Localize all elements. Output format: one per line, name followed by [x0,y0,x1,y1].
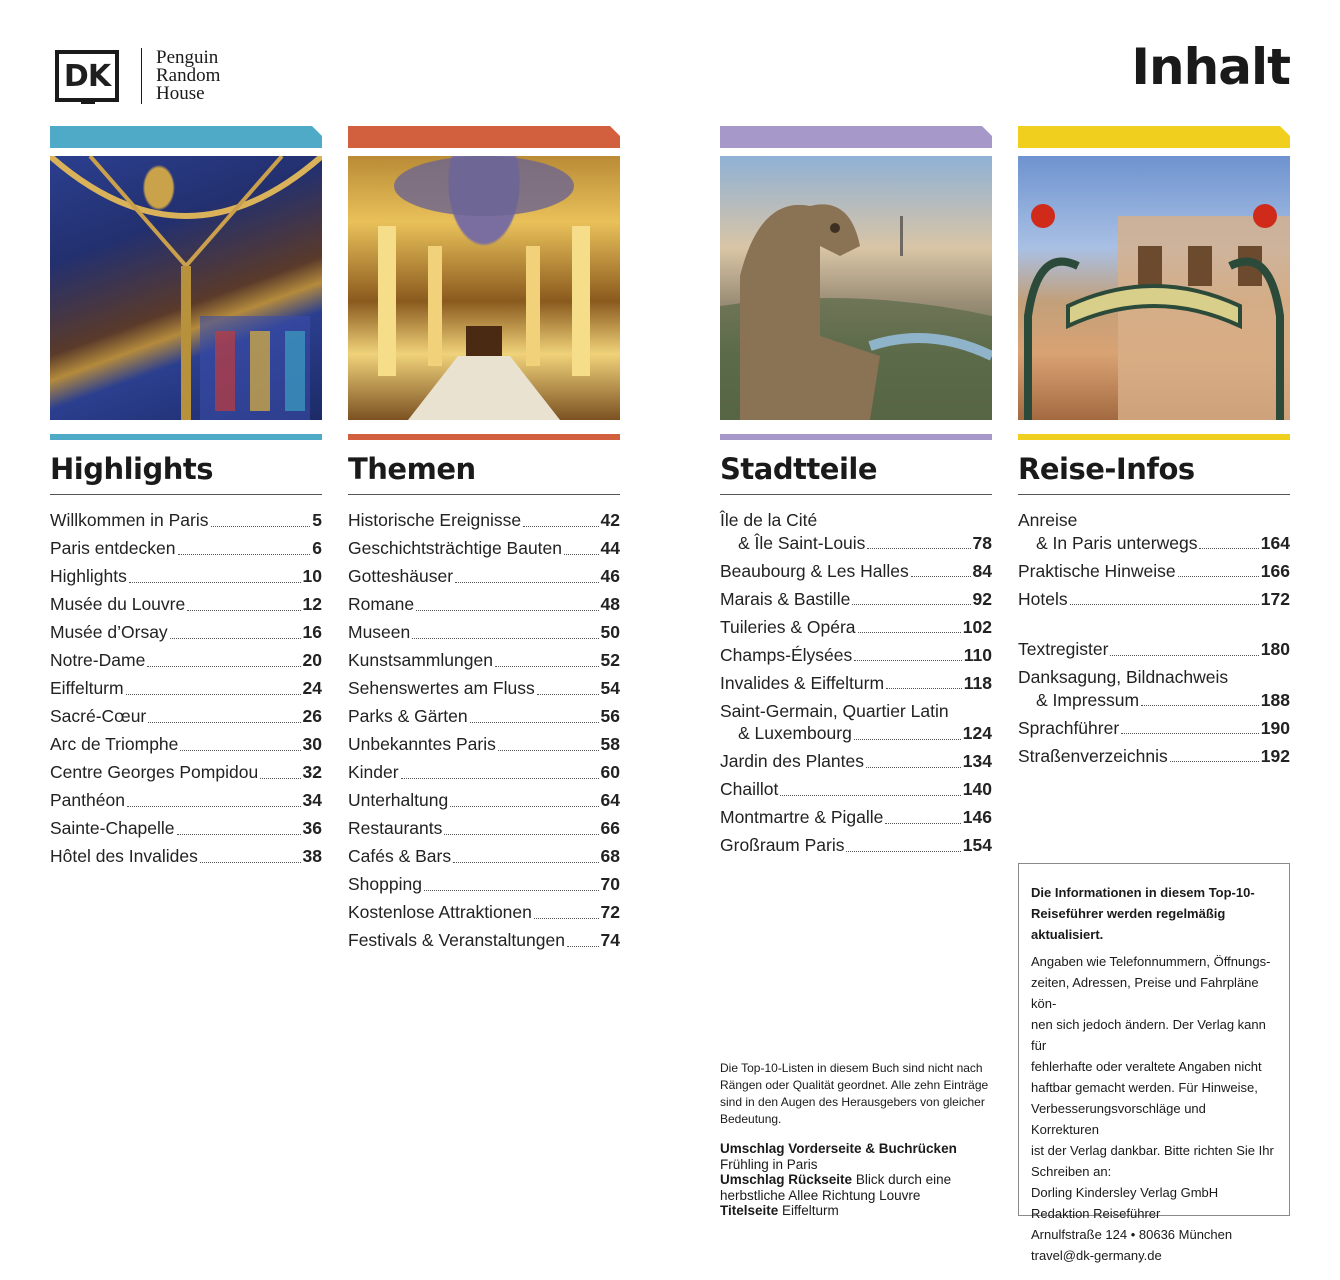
toc-entry-line [720,532,992,555]
notice-line: nen sich jedoch ändern. Der Verlag kann für [1031,1017,1266,1053]
notice-line: travel@dk-germany.de [1031,1248,1162,1263]
toc-entry [348,649,620,672]
toc-entry [720,700,992,745]
toc-entry-label: & Impressum [1036,689,1140,710]
toc-page-number: 44 [600,538,620,558]
note-line: Bedeutung. [720,1112,782,1126]
toc-entry-label: Anreise [1018,510,1078,530]
credit-label: Umschlag Rückseite [720,1172,853,1187]
toc-entry [348,761,620,784]
toc-entry-label: & Île Saint-Louis [738,532,866,553]
toc-entry-label: Kinder [348,762,399,782]
publisher-line: House [156,83,205,104]
toc-entry-label: Centre Georges Pompidou [50,762,259,782]
toc-entry-label: Kunstsammlungen [348,650,493,670]
section-highlights [50,126,322,873]
section-divider [720,494,992,495]
page-title: Inhalt [1131,38,1290,96]
toc-page-number: 92 [972,588,992,609]
toc-page-number: 34 [302,790,322,810]
toc-entry [348,873,620,896]
toc-entry [720,588,992,611]
leader-dots [1199,548,1258,549]
toc-entry-label: Highlights [50,566,127,586]
toc-entry-label: Parks & Gärten [348,706,468,726]
leader-dots [495,666,599,667]
toc-page-number: 12 [302,594,322,614]
toc-entry-wrap [1018,509,1290,554]
toc-entry [50,621,322,644]
toc-entry [50,565,322,588]
toc-entry-label: Danksagung, Bildnachweis [1018,667,1229,687]
toc-entry-label: Saint-Germain, Quartier Latin [720,700,949,721]
leader-dots [1170,761,1259,762]
leader-dots [127,806,301,807]
toc-page-number: 164 [1260,532,1290,553]
credit-text: Eiffelturm [778,1203,839,1218]
toc-page-number: 48 [600,594,620,614]
toc-list [348,509,620,952]
toc-page-number: 56 [600,706,620,726]
front-cover-text: Frühling in Paris [720,1156,818,1172]
title-page-credit [720,1203,992,1219]
opera-illustration [348,156,620,420]
toc-page-number: 50 [600,622,620,642]
toc-entry-label: Arc de Triomphe [50,734,179,754]
leader-dots [911,576,971,577]
toc-page-number: 146 [962,807,992,827]
publisher-line: Random [156,65,221,86]
leader-dots [444,834,598,835]
toc-entry [50,845,322,868]
leader-dots [126,694,301,695]
section-rule-color [1018,434,1290,440]
note-line: sind in den Augen des Herausgebers von gleicher [720,1095,985,1109]
leader-dots [498,750,599,751]
leader-dots [178,554,311,555]
leader-dots [177,834,301,835]
toc-entry [1018,560,1290,583]
leader-dots [854,660,961,661]
toc-entry-label: Eiffelturm [50,678,124,698]
section-tab-bar [720,126,992,148]
toc-entry [50,509,322,532]
section-themen [348,126,620,957]
leader-dots [534,918,599,919]
leader-dots [200,862,301,863]
leader-dots [455,582,598,583]
toc-entry-label: & In Paris unterwegs [1036,532,1198,553]
toc-entry [50,761,322,784]
back-cover-credit [720,1172,992,1188]
toc-entry-label: Unterhaltung [348,790,449,810]
toc-entry-label: Chaillot [720,779,779,799]
metro-illustration [1018,156,1290,420]
toc-entry [720,672,992,695]
leader-dots [1070,604,1259,605]
leader-dots [470,722,599,723]
toc-list-secondary [1018,638,1290,767]
update-notice-box [1018,863,1290,1263]
leader-dots [564,554,599,555]
credit-text: Blick durch eine [852,1172,952,1187]
toc-entry [348,677,620,700]
toc-page-number: 26 [302,706,322,726]
toc-entry-label: Montmartre & Pigalle [720,807,884,827]
toc-entry [50,649,322,672]
leader-dots [867,548,970,549]
toc-entry-wrap [720,509,992,554]
leader-dots [401,778,599,779]
toc-page-number: 188 [1260,689,1290,710]
toc-page-number: 32 [302,762,322,782]
toc-page-number: 20 [302,650,322,670]
toc-entry-label: Textregister [1018,639,1109,659]
toc-entry-label: Festivals & Veranstaltungen [348,930,565,950]
toc-page-number: 124 [962,723,992,743]
back-cover-text: herbstliche Allee Richtung Louvre [720,1187,921,1203]
toc-entry-line [1018,689,1290,712]
toc-entry-line [1018,532,1290,555]
toc-page-number: 16 [302,622,322,642]
toc-entry [1018,745,1290,768]
toc-entry-label: Jardin des Plantes [720,751,864,771]
section-divider [50,494,322,495]
toc-page-number: 10 [302,566,322,586]
toc-entry-wrap [720,700,992,745]
vault-illustration [50,156,322,420]
toc-page-number: 60 [600,762,620,782]
leader-dots [129,582,301,583]
leader-dots [450,806,598,807]
front-cover-credit [720,1141,992,1157]
toc-page-number: 172 [1260,588,1290,609]
section-tab-bar [1018,126,1290,148]
toc-entry [720,834,992,857]
toc-entry-label: Romane [348,594,415,614]
leader-dots [780,795,960,796]
section-title: Stadtteile [720,452,878,486]
section-divider [348,494,620,495]
metropolitain-sign-photo [1018,156,1290,420]
toc-entry-label: Panthéon [50,790,125,810]
toc-entry-label: Sprachführer [1018,717,1120,738]
leader-dots [180,750,300,751]
toc-entry [1018,588,1290,611]
toc-entry [1018,638,1290,661]
toc-entry [50,537,322,560]
toc-page-number: 66 [600,818,620,838]
notice-body [1031,951,1277,1266]
toc-page-number: 70 [600,874,620,894]
section-reise-infos [1018,126,1290,773]
toc-entry-label: Hotels [1018,588,1068,609]
leader-dots [424,890,599,891]
toc-entry [348,593,620,616]
toc-entry-label: Praktische Hinweise [1018,560,1176,581]
toc-entry [348,845,620,868]
toc-page-number: 110 [963,644,992,665]
leader-dots [1141,705,1259,706]
toc-page-number: 42 [600,510,620,530]
toc-entry [720,616,992,639]
toc-page-number: 72 [600,902,620,922]
opera-garnier-photo [348,156,620,420]
dk-mark: DK [55,50,119,102]
notice-heading-line: aktualisiert. [1031,927,1104,942]
toc-entry [348,509,620,532]
toc-entry-label: Invalides & Eiffelturm [720,672,885,693]
toc-entry-label: Musée d’Orsay [50,622,168,642]
toc-entry [720,778,992,801]
publisher-name [156,49,220,103]
toc-entry [720,560,992,583]
toc-page-number: 6 [312,538,322,558]
notice-line: Arnulfstraße 124 • 80636 München [1031,1227,1233,1242]
leader-dots [846,851,960,852]
toc-page-number: 52 [600,650,620,670]
dk-logo [55,47,220,105]
toc-page-number: 24 [302,678,322,698]
toc-entry [348,705,620,728]
toc-entry [348,733,620,756]
toc-entry [720,509,992,554]
toc-entry-label: Willkommen in Paris [50,510,209,530]
toc-page-number: 68 [600,846,620,866]
notice-line: Verbesserungsvorschläge und Korrekturen [1031,1101,1206,1137]
toc-entry-label: Kostenlose Attraktionen [348,902,532,922]
toc-entry [720,644,992,667]
notice-heading-line: Die Informationen in diesem Top-10- [1031,885,1255,900]
toc-page-number: 64 [600,790,620,810]
toc-list [50,509,322,868]
toc-entry-label: Paris entdecken [50,538,176,558]
note-line: Rängen oder Qualität geordnet. Alle zehn Einträge [720,1078,989,1092]
leader-dots [147,666,300,667]
toc-page-number: 74 [600,930,620,950]
section-title: Themen [348,452,476,486]
leader-dots [885,823,960,824]
leader-dots [453,862,598,863]
toc-entry-label: Sacré-Cœur [50,706,147,726]
section-title: Reise-Infos [1018,452,1195,486]
toc-entry-line [720,722,992,745]
toc-entry-label: Sainte-Chapelle [50,818,175,838]
notice-heading-line: Reiseführer werden regelmäßig [1031,906,1226,921]
toc-page-number: 84 [972,560,992,581]
toc-entry [50,593,322,616]
publisher-line: Penguin [156,47,219,68]
toc-list [720,509,992,857]
toc-entry-label: Beaubourg & Les Halles [720,560,909,581]
toc-page-number: 54 [600,678,620,698]
leader-dots [416,610,598,611]
leader-dots [537,694,599,695]
toc-entry [50,677,322,700]
toc-page-number: 36 [302,818,322,838]
leader-dots [523,526,598,527]
toc-entry-label: Marais & Bastille [720,588,851,609]
leader-dots [260,778,300,779]
notice-line: Angaben wie Telefonnummern, Öffnungs- [1031,954,1271,969]
toc-entry-label: Île de la Cité [720,510,818,530]
toc-entry [348,565,620,588]
section-tab-bar [348,126,620,148]
toc-page-number: 134 [962,751,992,771]
leader-dots [567,946,599,947]
toc-page-number: 192 [1260,745,1290,766]
toc-entry [348,901,620,924]
toc-entry [348,817,620,840]
leader-dots [170,638,301,639]
gargoyle-illustration [720,156,992,420]
toc-page-number: 166 [1260,560,1290,581]
section-title: Highlights [50,452,214,486]
leader-dots [148,722,300,723]
notice-line: Dorling Kindersley Verlag GmbH [1031,1185,1219,1200]
toc-entry-label: Unbekanntes Paris [348,734,496,754]
note-line: Die Top-10-Listen in diesem Buch sind nicht nach [720,1061,983,1075]
section-tab-bar [50,126,322,148]
toc-entry [1018,717,1290,740]
leader-dots [858,632,961,633]
notice-line: haftbar gemacht werden. Für Hinweise, [1031,1080,1258,1095]
toc-page-number: 46 [600,566,620,586]
notice-line: fehlerhafte oder veraltete Angaben nicht [1031,1059,1262,1074]
toc-entry-label: Tuileries & Opéra [720,616,856,637]
logo-divider [141,48,142,104]
toc-page-number: 190 [1260,717,1290,738]
toc-page-number: 154 [962,835,992,855]
toc-entry [1018,666,1290,711]
toc-page-number: 180 [1260,639,1290,659]
toc-list [1018,509,1290,610]
leader-dots [866,767,961,768]
leader-dots [852,604,970,605]
notice-line: Schreiben an: [1031,1164,1112,1179]
toc-entry-label: Shopping [348,874,422,894]
toc-page-number: 58 [600,734,620,754]
section-rule-color [50,434,322,440]
toc-entry-label: Notre-Dame [50,650,146,670]
sainte-chapelle-photo [50,156,322,420]
section-stadtteile [720,126,992,862]
toc-entry-label: Museen [348,622,411,642]
toc-entry [50,705,322,728]
toc-entry-wrap [1018,666,1290,711]
toc-entry-label: Champs-Élysées [720,644,853,665]
toc-page-number: 30 [302,734,322,754]
leader-dots [1110,655,1258,656]
toc-entry-label: Geschichtsträchtige Bauten [348,538,563,558]
toc-entry-label: Großraum Paris [720,835,845,855]
toc-entry [720,750,992,773]
toc-entry [1018,509,1290,554]
toc-entry-label: Hôtel des Invalides [50,846,198,866]
toc-entry [348,537,620,560]
notice-line: zeiten, Adressen, Preise und Fahrpläne kön- [1031,975,1259,1011]
credit-label: Titelseite [720,1203,779,1218]
toc-page-number: 78 [972,532,992,553]
notice-line: Redaktion Reiseführer [1031,1206,1161,1221]
leader-dots [1121,733,1259,734]
section-divider [1018,494,1290,495]
top10-note [720,1060,992,1128]
leader-dots [211,526,311,527]
section-rule-color [720,434,992,440]
credit-label: Umschlag Vorderseite & Buchrücken [720,1141,957,1156]
leader-dots [1178,576,1259,577]
toc-entry-label: Historische Ereignisse [348,510,522,530]
cover-credits [720,1060,992,1219]
leader-dots [412,638,598,639]
leader-dots [854,739,961,740]
toc-entry-label: Cafés & Bars [348,846,452,866]
toc-page-number: 38 [302,846,322,866]
toc-page-number: 118 [963,672,992,693]
toc-entry-label: Straßenverzeichnis [1018,745,1168,766]
toc-page-number: 5 [312,510,322,530]
leader-dots [886,688,962,689]
leader-dots [187,610,300,611]
notice-heading [1031,882,1277,945]
toc-entry [50,789,322,812]
toc-entry [720,806,992,829]
toc-entry-label: & Luxembourg [738,723,852,743]
toc-entry-label: Sehenswertes am Fluss [348,678,535,698]
section-rule-color [348,434,620,440]
toc-entry [348,621,620,644]
toc-entry [50,733,322,756]
toc-entry [50,817,322,840]
toc-entry-label: Gotteshäuser [348,566,454,586]
toc-entry-label: Musée du Louvre [50,594,186,614]
toc-entry [348,929,620,952]
toc-page-number: 140 [962,779,992,799]
notre-dame-gargoyle-photo [720,156,992,420]
toc-entry [348,789,620,812]
notice-line: ist der Verlag dankbar. Bitte richten Sie Ihr [1031,1143,1274,1158]
toc-page-number: 102 [962,616,992,637]
toc-entry-label: Restaurants [348,818,443,838]
